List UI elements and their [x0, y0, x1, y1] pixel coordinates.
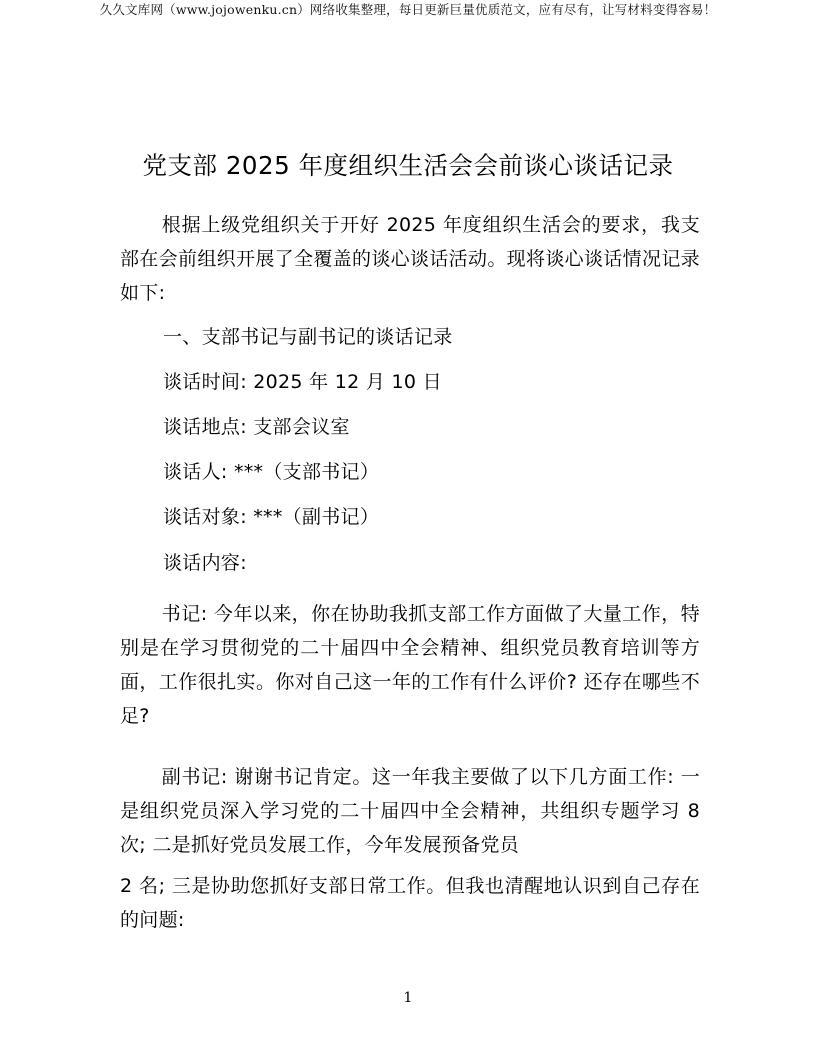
document-title: 党支部 2025 年度组织生活会会前谈心谈话记录 [142, 151, 674, 180]
meta-speaker: 谈话人: ***（支部书记） [163, 461, 380, 483]
deputy-paragraph: 副书记: 谢谢书记肯定。这一年我主要做了以下几方面工作: 一是组织党员深入学习党的二十届四中全会精神，共组织专题学习 8 次; 二是抓好党员发展工作，今年发展预备党员 [120, 766, 700, 856]
meta-content-label: 谈话内容: [163, 552, 247, 574]
deputy-paragraph-continued: 2 名; 三是协助您抓好支部日常工作。但我也清醒地认识到自己存在的问题: [120, 875, 700, 931]
meta-place: 谈话地点: 支部会议室 [163, 416, 350, 438]
secretary-paragraph: 书记: 今年以来，你在协助我抓支部工作方面做了大量工作，特别是在学习贯彻党的二十届四中全会精神、组织党员教育培训等方面，工作很扎实。你对自己这一年的工作有什么评价? 还存在哪些不足? [120, 603, 700, 727]
meta-time: 谈话时间: 2025 年 12 月 10 日 [163, 371, 442, 393]
section-heading: 一、支部书记与副书记的谈话记录 [163, 326, 453, 348]
page-number: 1 [403, 990, 413, 1006]
intro-paragraph: 根据上级党组织关于开好 2025 年度组织生活会的要求，我支部在会前组织开展了全覆盖的谈心谈话活动。现将谈心谈话情况记录如下: [120, 214, 700, 304]
site-header-notice: 久久文库网（www.jojowenku.cn）网络收集整理，每日更新巨量优质范文，应有尽有，让写材料变得容易！ [99, 2, 717, 17]
meta-target: 谈话对象: ***（副书记） [163, 506, 380, 528]
